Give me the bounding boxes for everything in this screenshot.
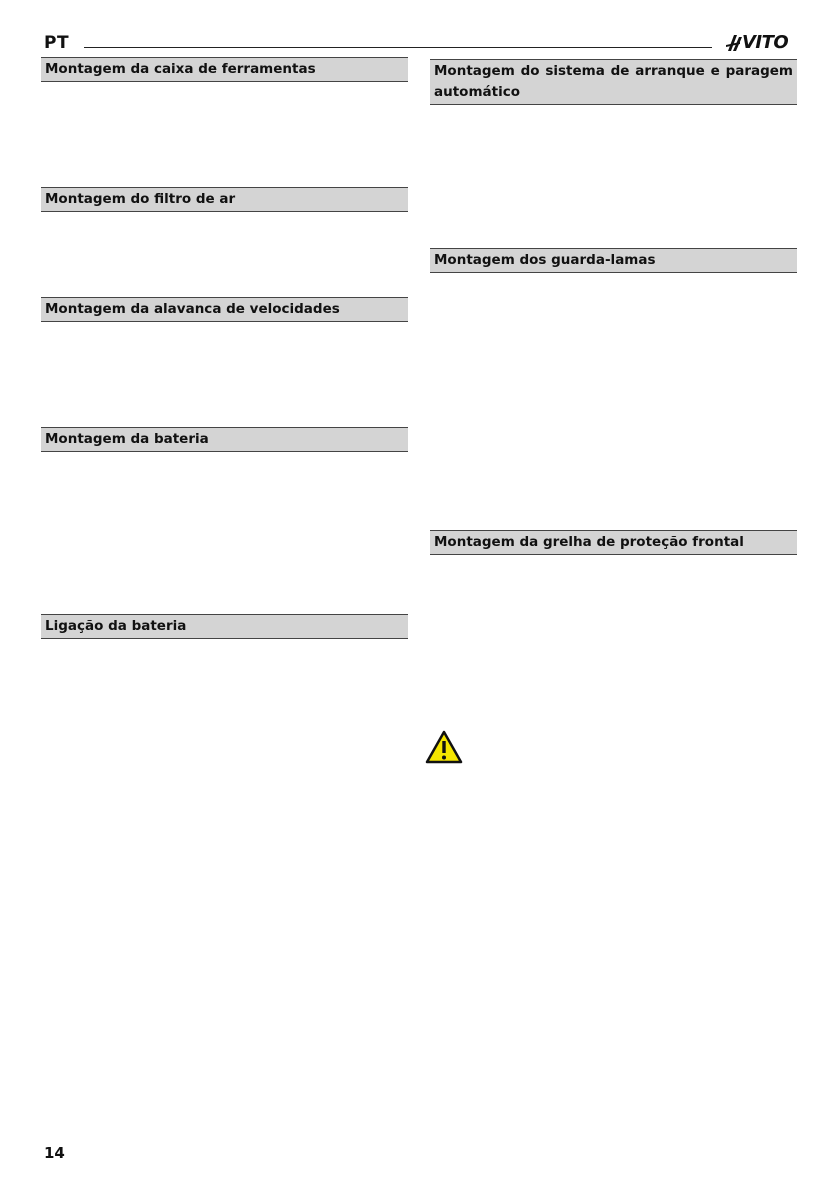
section-mudguards: Montagem dos guarda-lamas — [430, 248, 797, 273]
header-rule — [84, 47, 712, 48]
vito-logo-icon — [726, 33, 742, 53]
section-auto-start-stop: Montagem do sistema de arranque e paragem automático — [430, 59, 797, 105]
warning-triangle-icon — [425, 730, 463, 764]
section-air-filter: Montagem do filtro de ar — [41, 187, 408, 212]
section-battery-connection: Ligação da bateria — [41, 614, 408, 639]
language-code: PT — [44, 33, 70, 53]
brand-logo — [726, 33, 796, 53]
section-gear-lever: Montagem da alavanca de velocidades — [41, 297, 408, 322]
section-battery-mounting: Montagem da bateria — [41, 427, 408, 452]
brand-name: VITO — [742, 32, 789, 53]
section-tool-box: Montagem da caixa de ferramentas — [41, 57, 408, 82]
page-number: 14 — [44, 1144, 65, 1162]
section-front-guard: Montagem da grelha de proteção frontal — [430, 530, 797, 555]
